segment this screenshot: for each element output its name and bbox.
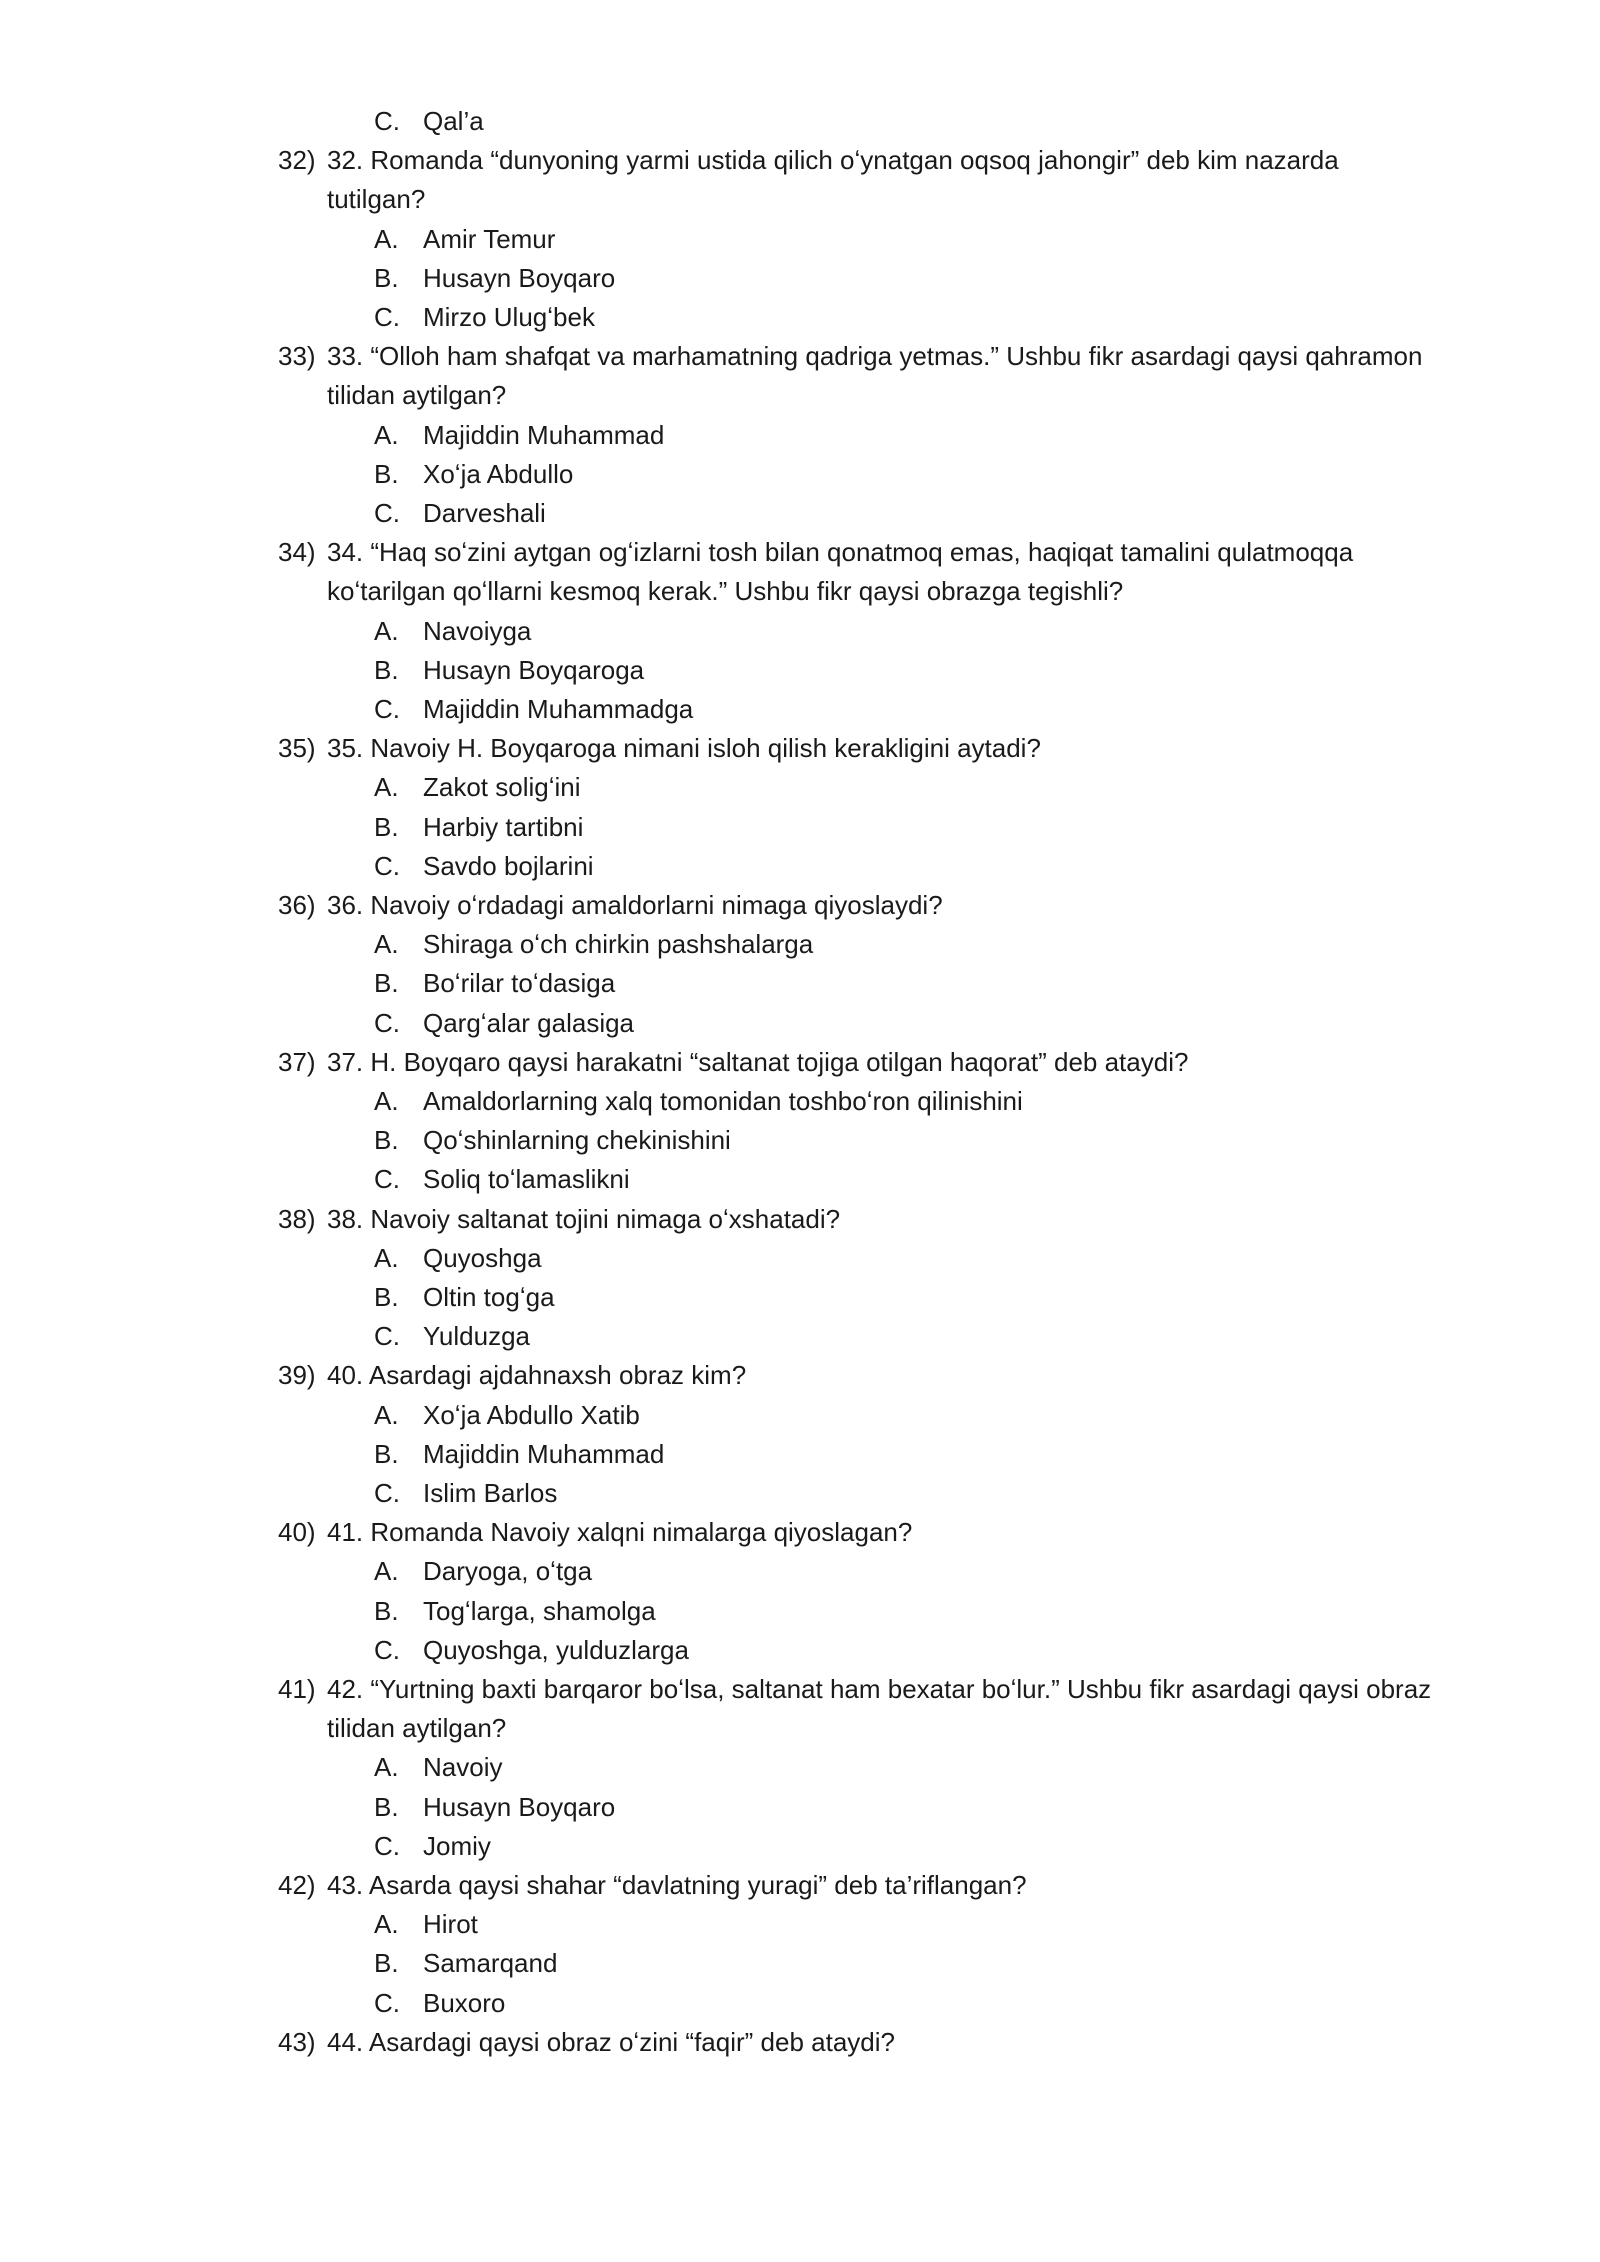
option-text: Shiraga oʻch chirkin pashshalarga [423,929,814,960]
question-text: 32. Romanda “dunyoning yarmi ustida qilich oʻynatgan oqsoq jahongir” deb kim nazarda [327,145,1339,176]
option-text: Qoʻshinlarning chekinishini [423,1125,731,1156]
question-text: tilidan aytilgan? [327,380,507,411]
option-letter: B. [374,968,399,999]
option-letter: B. [374,458,399,489]
question-number: 39) [278,1360,316,1391]
question-text: 38. Navoiy saltanat tojini nimaga oʻxshatadi? [327,1203,841,1234]
option-letter: A. [374,1086,399,1116]
option-text: Samarqand [423,1948,558,1979]
option-letter: C. [374,1987,400,2018]
option-text: Quyoshga [423,1242,542,1273]
option-text: Husayn Boyqaroga [423,654,645,685]
option-letter: C. [374,850,400,881]
option-text: Jomiy [423,1830,491,1861]
option-letter: A. [374,1556,399,1587]
option-text: Buxoro [423,1987,506,2018]
option-letter: B. [374,1125,399,1156]
option-letter: B. [374,1791,399,1822]
question-number: 33) [278,341,316,372]
option-text: Navoiyga [423,615,532,646]
question-text: 33. “Olloh ham shafqat va marhamatning qadriga yetmas.” Ushbu fikr asardagi qaysi qahramon [327,341,1423,372]
option-text: Majiddin Muhammad [423,419,665,450]
option-letter: A. [374,1909,399,1940]
question-number: 40) [278,1517,316,1548]
question-number: 42) [278,1870,316,1900]
option-letter: C. [374,106,400,136]
option-letter: B. [374,1595,399,1626]
option-text: Navoiy [423,1752,503,1783]
option-letter: C. [374,1634,400,1665]
option-letter: C. [374,1830,400,1861]
question-text: tutilgan? [327,184,426,215]
question-text: 41. Romanda Navoiy xalqni nimalarga qiyoslagan? [327,1517,913,1548]
option-text: Majiddin Muhammad [423,1438,665,1469]
option-letter: A. [374,1242,399,1273]
option-text: Togʻlarga, shamolga [423,1595,656,1626]
question-text: 42. “Yurtning baxti barqaror boʻlsa, saltanat ham bexatar boʻlur.” Ushbu fikr asardagi qaysi obraz [327,1674,1432,1704]
option-letter: C. [374,1007,400,1038]
option-letter: A. [374,615,399,646]
option-letter: C. [374,1164,400,1195]
option-text: Darveshali [423,498,546,528]
option-letter: C. [374,694,400,724]
option-letter: A. [374,1399,399,1430]
option-letter: B. [374,1438,399,1469]
question-text: 36. Navoiy oʻrdadagi amaldorlarni nimaga qiyoslaydi? [327,890,943,920]
option-text: Majiddin Muhammadga [423,694,694,724]
question-text: tilidan aytilgan? [327,1713,507,1744]
option-text: Soliq toʻlamaslikni [423,1164,630,1195]
question-number: 32) [278,145,316,176]
question-text: 44. Asardagi qaysi obraz oʻzini “faqir” deb ataydi? [327,2026,895,2057]
option-text: Oltin togʻga [423,1282,555,1312]
option-letter: B. [374,654,399,685]
option-letter: B. [374,1282,399,1312]
option-letter: A. [374,419,399,450]
option-letter: C. [374,1321,400,1352]
option-text: Mirzo Ulugʻbek [423,302,595,332]
option-letter: C. [374,1478,400,1508]
option-text: Yulduzga [423,1321,530,1352]
option-text: Qargʻalar galasiga [423,1007,635,1038]
question-number: 34) [278,537,316,568]
option-text: Xoʻja Abdullo [423,458,574,489]
option-letter: C. [374,302,400,332]
option-letter: A. [374,1752,399,1783]
option-letter: B. [374,262,399,293]
option-text: Zakot soligʻini [423,772,581,803]
question-text: 37. H. Boyqaro qaysi harakatni “saltanat tojiga otilgan haqorat” deb ataydi? [327,1046,1189,1077]
question-number: 37) [278,1046,316,1077]
option-text: Boʻrilar toʻdasiga [423,968,616,999]
question-text: 35. Navoiy H. Boyqaroga nimani isloh qilish kerakligini aytadi? [327,733,1041,764]
question-number: 35) [278,733,316,764]
option-text: Amaldorlarning xalq tomonidan toshboʻron qilinishini [423,1086,1023,1116]
option-text: Xoʻja Abdullo Xatib [423,1399,640,1430]
question-text: koʻtarilgan qoʻllarni kesmoq kerak.” Ushbu fikr qaysi obrazga tegishli? [327,576,1124,607]
question-number: 38) [278,1203,316,1234]
option-text: Hirot [423,1909,478,1940]
option-letter: A. [374,772,399,803]
option-letter: B. [374,811,399,842]
option-letter: A. [374,223,399,254]
option-text: Quyoshga, yulduzlarga [423,1634,689,1665]
question-text: 34. “Haq soʻzini aytgan ogʻizlarni tosh bilan qonatmoq emas, haqiqat tamalini qulatmoqqa [327,537,1354,568]
option-text: Savdo bojlarini [423,850,594,881]
option-text: Harbiy tartibni [423,811,584,842]
question-text: 43. Asarda qaysi shahar “davlatning yuragi” deb ta’riflangan? [327,1870,1027,1900]
option-letter: B. [374,1948,399,1979]
option-text: Qal’a [423,106,484,136]
question-number: 43) [278,2026,316,2057]
option-text: Husayn Boyqaro [423,262,616,293]
question-text: 40. Asardagi ajdahnaxsh obraz kim? [327,1360,747,1391]
option-text: Amir Temur [423,223,556,254]
option-text: Husayn Boyqaro [423,1791,616,1822]
option-letter: A. [374,929,399,960]
question-number: 41) [278,1674,316,1704]
question-number: 36) [278,890,316,920]
option-text: Daryoga, oʻtga [423,1556,593,1587]
option-letter: C. [374,498,400,528]
option-text: Islim Barlos [423,1478,558,1508]
